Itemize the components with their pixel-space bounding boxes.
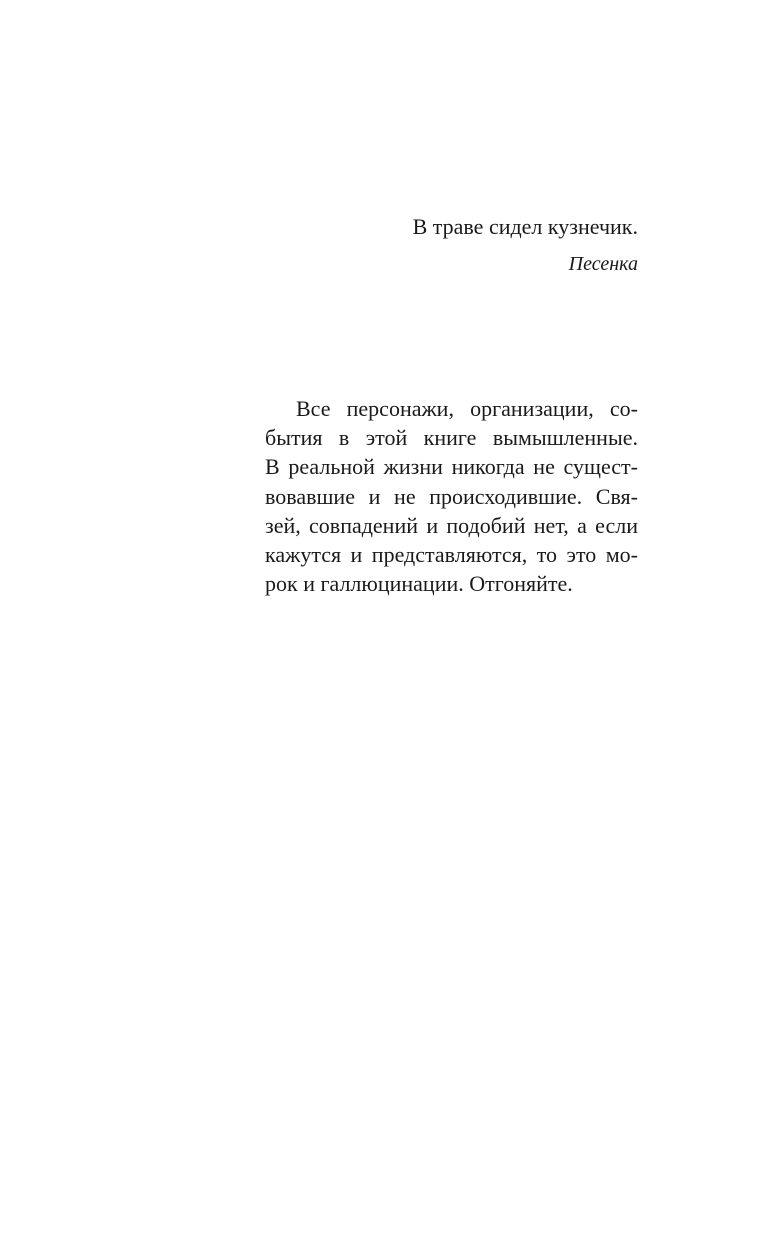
- disclaimer-line: Все персонажи, организации, со-: [296, 396, 638, 421]
- disclaimer-line: бытия в этой книге вымышленные.: [265, 425, 638, 451]
- disclaimer-line: кажутся и представляются, то это мо-: [265, 542, 638, 568]
- epigraph: [413, 212, 638, 278]
- disclaimer-paragraph: [265, 394, 638, 598]
- disclaimer-line: вовавшие и не происходившие. Свя-: [265, 483, 638, 509]
- epigraph-source: Песенка: [568, 253, 638, 275]
- epigraph-quote: В траве сидел кузнечик.: [412, 214, 638, 239]
- disclaimer-line: зей, совпадений и подобий нет, а если: [265, 512, 638, 538]
- disclaimer-line: В реальной жизни никогда не сущест-: [265, 454, 638, 480]
- disclaimer-line: рок и галлюцинации. Отгоняйте.: [265, 571, 573, 597]
